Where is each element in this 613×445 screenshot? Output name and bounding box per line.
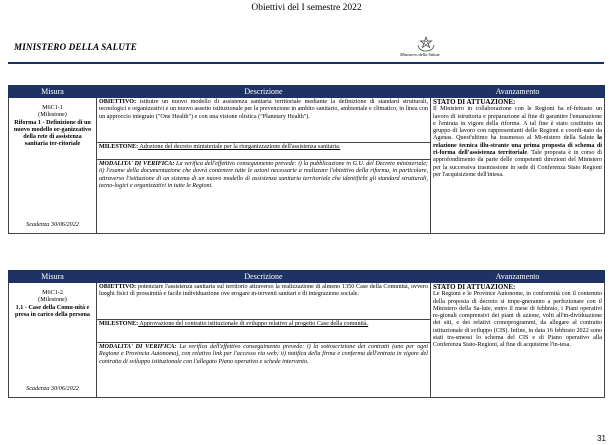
status-text: Le Regioni e le Province Autonome, in conformità con il contenuto della proposta di decreto si impe-gneranno a perfezionare con il Ministero della Sa-lute, entro il mese di febbraio, i Piani operativi re-gionali comprensivi dei piani di azione, volti all'in-dividuazione dei siti, e dei relativi cronoprogrammi, da allegare al contratto istituzionale di sviluppo (CIS). Infine, in data 16 febbraio 2022 sono stati tra-smessi lo schema del CIS e di Piano operativo alla Conferenza Stato-Regioni, al fine di acquisirne l'in-tesa. xyxy=(433,291,602,349)
objective-text: potenziare l'assistenza sanitaria sul territorio attraverso la realizzazione di almeno 1350 Case della Comunità, ovvero luoghi fisici di prossimità e facile individuazione ove erogare in-terventi sanitari e di integrazione sociale. xyxy=(99,284,428,298)
verification-cell xyxy=(97,343,431,398)
column-header-descrizione: Descrizione xyxy=(97,86,431,98)
milestone-cell xyxy=(97,320,431,343)
verification-text: La verifica dell'effettivo conseguimento prevede: i) la sottoscrizione dei contratti (uno per ogni Regione e Provincia Autonoma), con relativo link per l'accesso via web; ii) notifica della firma e conferma dell'entrata in vigore del contratto di sviluppo istituzionale con l'allegato Piano operativo e schede intervento. xyxy=(99,344,429,365)
column-header-misura: Misura xyxy=(9,271,97,283)
table-row xyxy=(9,98,605,143)
measure-table-2 xyxy=(8,270,605,398)
milestone-cell xyxy=(97,143,431,160)
status-cell xyxy=(431,283,605,398)
measure-cell xyxy=(9,98,97,234)
status-text-bold: la relazione tecnica illu-strante una prima proposta di schema di ri-forma dell'assistenza territoriale xyxy=(433,135,602,157)
status-text: Il Ministero in collaborazione con le Regioni ha ef-fettuato un lavoro di istruttoria e preparazione al fine di garantire l'emanazione e l'entrata in vigore della riforma. A tal fine è stato costituito un gruppo di lavoro con rappresentanti delle Regioni e coordi-nato da Agenas. Quest'ultimo ha trasmesso al Mi-nistero della Salute xyxy=(433,106,602,142)
table-row xyxy=(9,283,605,320)
objective-text: istituire un nuovo modello di assistenza sanitaria territoriale mediante la definizione di standard strutturali, tecnologici e organizzativi e un nuovo assetto istituzionale per la prevenzione in ambito sanitario, ambientale e climatico, in linea con un approccio integrato ("One Health") e con una visione olistica ("Planetary Health"). xyxy=(99,99,428,120)
column-header-avanzamento: Avanzamento xyxy=(431,271,605,283)
emblem-caption: Ministero della Salute xyxy=(400,52,440,57)
measure-type: (Milestone) xyxy=(38,112,67,119)
milestone-text: Adozione del decreto ministeriale per la riorganizzazione dell'assistenza sanitaria. xyxy=(138,144,341,150)
milestone-label: MILESTONE: xyxy=(99,144,139,150)
measure-title: 1.1 - Case della Comu-nità e presa in carico della persona xyxy=(15,304,90,318)
column-header-avanzamento: Avanzamento xyxy=(431,86,605,98)
ministry-name: MINISTERO DELLA SALUTE xyxy=(14,42,137,52)
objective-cell xyxy=(97,283,431,320)
measure-title: Riforma 1 - Definizione di un nuovo modello or-ganizzativo della rete di assistenza sanitaria ter-ritoriale xyxy=(13,119,92,148)
objective-cell xyxy=(97,98,431,143)
measure-table-1 xyxy=(8,85,605,234)
milestone-text: Approvazione del contratto istituzionale di sviluppo relativo al progetto Case della comunità. xyxy=(138,321,369,327)
table-header-row xyxy=(9,271,605,283)
verification-text: La verifica dell'effettivo conseguimento prevede: i) la pubblicazione in G.U. del Decreto ministeriale; ii) l'esame della documentazione che dovrà contenere tutte le azioni necessarie a realizzare l'obiettivo della riforma, in particolare, attraverso l'istituzione di un sistema di un nuovo modello di assistenza sanitaria territoriale che identifichi gli standard strutturali, tecno-logici e organizzativi in tutte le Regioni. xyxy=(99,161,428,189)
status-cell xyxy=(431,98,605,234)
table-header-row xyxy=(9,86,605,98)
objective-label: OBIETTIVO: xyxy=(99,284,137,290)
verification-label: MODALITA' DI VERIFICA: xyxy=(99,161,175,167)
status-text-end: . Tale proposta è in corso di approfondimento da parte delle competenti direzioni del Ministero per la successiva trasmissione in sede di Conferenza Stato Regioni per l'acquisizione dell'intesa. xyxy=(433,150,602,178)
column-header-misura: Misura xyxy=(9,86,97,98)
measure-code: M6C1-1 xyxy=(42,105,63,111)
measure-cell xyxy=(9,283,97,398)
verification-cell xyxy=(97,160,431,234)
document-header-title: Obiettivi del I semestre 2022 xyxy=(251,3,362,13)
header-rule xyxy=(8,62,604,64)
objective-label: OBIETTIVO: xyxy=(99,99,137,105)
verification-label: MODALITA' DI VERIFICA: xyxy=(99,344,177,350)
status-label: STATO DI ATTUAZIONE: xyxy=(433,283,516,291)
status-label: STATO DI ATTUAZIONE: xyxy=(433,98,516,106)
measure-deadline: Scadenza 30/06/2022 xyxy=(26,221,79,228)
measure-code: M6C1-2 xyxy=(42,290,63,296)
italian-republic-emblem-icon xyxy=(416,36,436,52)
milestone-label: MILESTONE: xyxy=(99,321,139,327)
measure-deadline: Scadenza 30/06/2022 xyxy=(26,385,79,392)
column-header-descrizione: Descrizione xyxy=(97,271,431,283)
measure-type: (Milestone) xyxy=(38,297,67,304)
page-number: 31 xyxy=(597,434,606,443)
